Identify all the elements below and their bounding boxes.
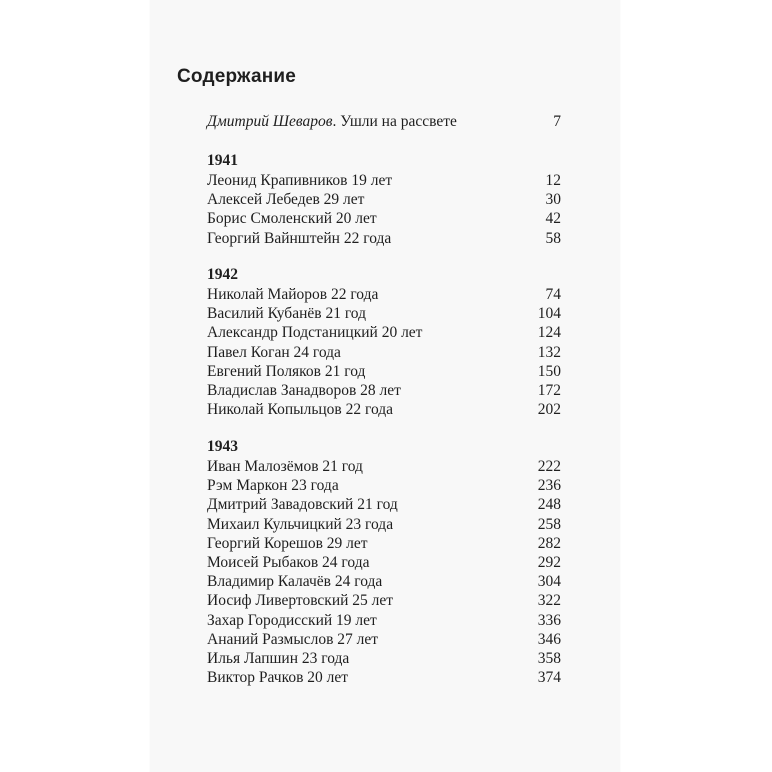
- entry-name: Николай Майоров 22 года: [207, 286, 379, 303]
- entry-name: Илья Лапшин 23 года: [207, 649, 350, 667]
- entry-page-number: 104: [537, 305, 561, 323]
- entry-page-number: 292: [537, 553, 561, 571]
- toc-entry-intro: [207, 113, 561, 131]
- entry-page-number: 258: [537, 515, 561, 533]
- entry-name: Александр Подстаницкий 20 лет: [207, 324, 423, 342]
- toc-entry: [207, 515, 561, 534]
- entry-name: Леонид Крапивников 19 лет: [207, 172, 393, 189]
- toc-entry: [207, 190, 561, 209]
- entry-name: Георгий Корешов 29 лет: [207, 534, 368, 552]
- entry-page-number: 30: [545, 191, 561, 209]
- toc-entry: [207, 171, 561, 190]
- toc-entry: [207, 400, 561, 419]
- entry-name: Алексей Лебедев 29 лет: [207, 191, 365, 209]
- entry-name: Владимир Калачёв 24 года: [207, 573, 383, 591]
- toc-entry: [207, 630, 561, 649]
- entry-name: Моисей Рыбаков 24 года: [207, 553, 370, 571]
- entry-name: Дмитрий Завадовский 21 год: [207, 496, 398, 514]
- entry-page-number: 346: [537, 630, 561, 648]
- entry-name: Павел Коган 24 года: [207, 343, 341, 361]
- entry-page-number: 58: [545, 229, 561, 247]
- section-year: 1941: [207, 152, 238, 169]
- toc-entry: [207, 229, 561, 248]
- entry-name: Михаил Кульчицкий 23 года: [207, 515, 394, 533]
- toc-entry: [207, 285, 561, 304]
- toc-entry: [207, 668, 561, 687]
- toc-entry: [207, 591, 561, 610]
- entry-name: Василий Кубанёв 21 год: [207, 305, 366, 323]
- toc-entry: [207, 362, 561, 381]
- entry-page-number: 202: [537, 401, 561, 419]
- entry-name: Ананий Размыслов 27 лет: [207, 630, 379, 648]
- toc-section-1943: [207, 437, 561, 687]
- book-page: [150, 0, 620, 772]
- entry-page-number: 132: [537, 343, 561, 361]
- entry-page-number: 150: [537, 362, 561, 380]
- entry-name: Евгений Поляков 21 год: [207, 362, 366, 380]
- intro-page-number: 7: [553, 113, 561, 130]
- entry-page-number: 42: [545, 210, 561, 228]
- entry-page-number: 282: [537, 534, 561, 552]
- entry-page-number: 222: [537, 458, 561, 475]
- entry-name: Иосиф Ливертовский 25 лет: [207, 592, 394, 610]
- entry-page-number: 374: [537, 669, 561, 687]
- entry-name: Николай Копыльцов 22 года: [207, 401, 394, 419]
- entry-page-number: 248: [537, 496, 561, 514]
- toc-entry: [207, 572, 561, 591]
- toc-entry: [207, 649, 561, 668]
- entry-page-number: 236: [537, 477, 561, 495]
- entry-page-number: 322: [537, 592, 561, 610]
- toc-entry: [207, 457, 561, 476]
- toc-section-1942: [207, 265, 561, 419]
- page-title: Содержание: [177, 66, 297, 87]
- entry-page-number: 12: [545, 172, 561, 189]
- entry-name: Борис Смоленский 20 лет: [207, 210, 377, 228]
- entry-page-number: 304: [537, 573, 561, 591]
- section-year: 1942: [207, 266, 238, 283]
- entry-name: Владислав Занадворов 28 лет: [207, 381, 401, 399]
- toc-entry: [207, 343, 561, 362]
- entry-page-number: 172: [537, 381, 561, 399]
- toc-section-1941: [207, 151, 561, 248]
- toc-entry: [207, 323, 561, 342]
- entry-name: Иван Малозёмов 21 год: [207, 458, 363, 475]
- toc-entry: [207, 476, 561, 495]
- entry-name: Рэм Маркон 23 года: [207, 477, 339, 495]
- intro-title: . Ушли на рассвете: [332, 113, 457, 130]
- toc-entry: [207, 381, 561, 400]
- toc-entry: [207, 534, 561, 553]
- toc-entry: [207, 553, 561, 572]
- entry-name: Виктор Рачков 20 лет: [207, 669, 349, 687]
- section-year: 1943: [207, 438, 238, 455]
- intro-label: [207, 113, 457, 131]
- entry-page-number: 74: [545, 286, 561, 303]
- entry-page-number: 124: [537, 324, 561, 342]
- toc-entry: [207, 495, 561, 514]
- entry-page-number: 336: [537, 611, 561, 629]
- entry-page-number: 358: [537, 649, 561, 667]
- entry-name: Георгий Вайнштейн 22 года: [207, 229, 392, 247]
- intro-author: Дмитрий Шеваров: [207, 113, 333, 130]
- toc-entry: [207, 304, 561, 323]
- toc-entry: [207, 209, 561, 228]
- toc-entry: [207, 611, 561, 630]
- entry-name: Захар Городисский 19 лет: [207, 611, 377, 629]
